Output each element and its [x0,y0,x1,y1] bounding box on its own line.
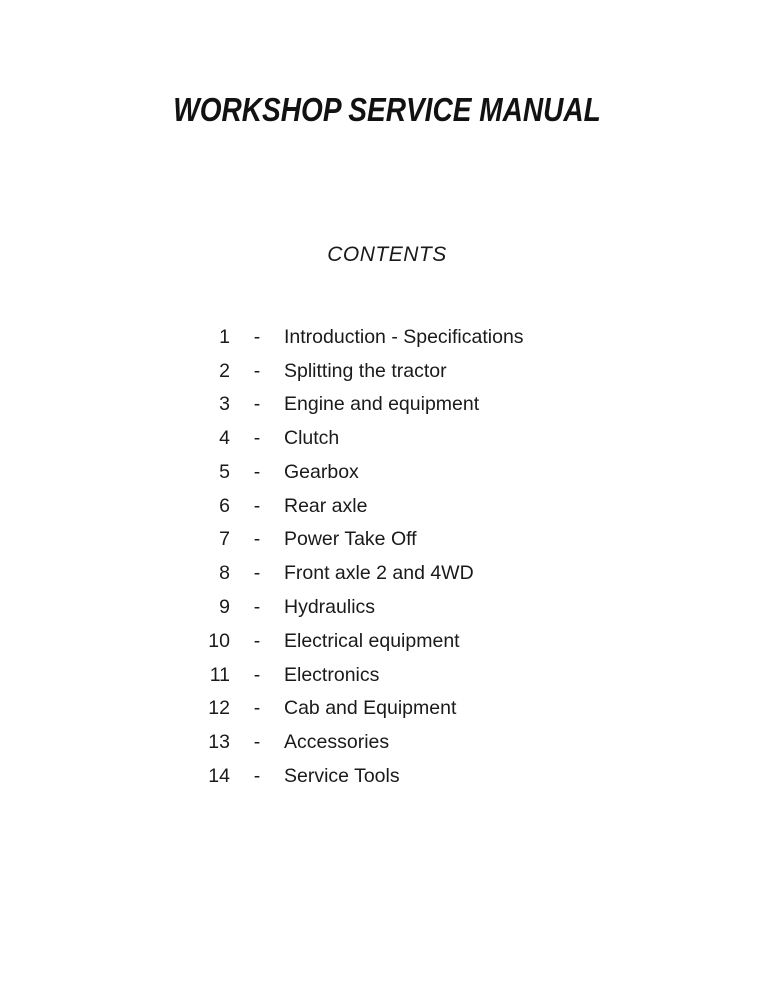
toc-item-label: Front axle 2 and 4WD [284,562,474,585]
toc-item-label: Rear axle [284,494,368,517]
toc-row [0,691,774,725]
toc-item-dash: - [253,393,261,416]
toc-item-label: Gearbox [284,460,359,483]
toc-item-label: Service Tools [284,764,400,787]
toc-item-number: 3 [219,393,230,416]
toc-item-number: 8 [219,562,230,585]
toc-item-number: 1 [219,325,230,348]
toc-row [0,523,774,557]
toc-row [0,590,774,624]
toc-item-dash: - [253,325,261,348]
toc-row [0,354,774,388]
toc-item-label: Introduction - Specifications [284,325,524,348]
toc-row [0,624,774,658]
toc-item-label: Electrical equipment [284,629,460,652]
toc-item-label: Splitting the tractor [284,359,447,382]
toc-row [0,388,774,422]
toc-item-dash: - [253,663,261,686]
toc-item-number: 5 [219,460,230,483]
toc-item-dash: - [253,427,261,450]
toc-item-dash: - [253,562,261,585]
toc-item-dash: - [253,528,261,551]
toc-row [0,421,774,455]
toc-item-dash: - [253,359,261,382]
toc-item-label: Accessories [284,731,390,754]
table-of-contents [0,320,774,793]
toc-item-number: 4 [219,427,230,450]
toc-item-number: 6 [219,494,230,517]
toc-row [0,556,774,590]
contents-heading: CONTENTS [327,243,447,266]
toc-item-number: 11 [209,663,230,686]
toc-item-number: 9 [219,596,230,618]
toc-item-label: Cab and Equipment [284,697,457,720]
toc-item-number: 13 [208,731,230,754]
toc-row [0,658,774,692]
toc-item-dash: - [253,596,261,618]
toc-row [0,320,774,354]
toc-item-number: 2 [219,359,230,382]
page-title: WORKSHOP SERVICE MANUAL [173,91,601,128]
toc-item-dash: - [253,460,261,483]
toc-item-label: Hydraulics [284,596,376,618]
toc-row [0,455,774,489]
toc-item-dash: - [253,494,261,517]
toc-item-dash: - [253,731,261,754]
toc-item-label: Engine and equipment [284,393,480,416]
toc-item-number: 10 [208,629,230,652]
toc-row [0,725,774,759]
toc-item-dash: - [253,764,261,787]
toc-item-dash: - [253,697,261,720]
toc-item-dash: - [253,629,261,652]
toc-row [0,759,774,793]
toc-item-label: Clutch [284,427,340,450]
toc-item-number: 14 [208,764,230,787]
toc-item-number: 7 [219,528,230,551]
toc-item-number: 12 [208,697,230,720]
toc-item-label: Power Take Off [284,528,417,551]
toc-row [0,489,774,523]
toc-item-label: Electronics [284,663,380,686]
